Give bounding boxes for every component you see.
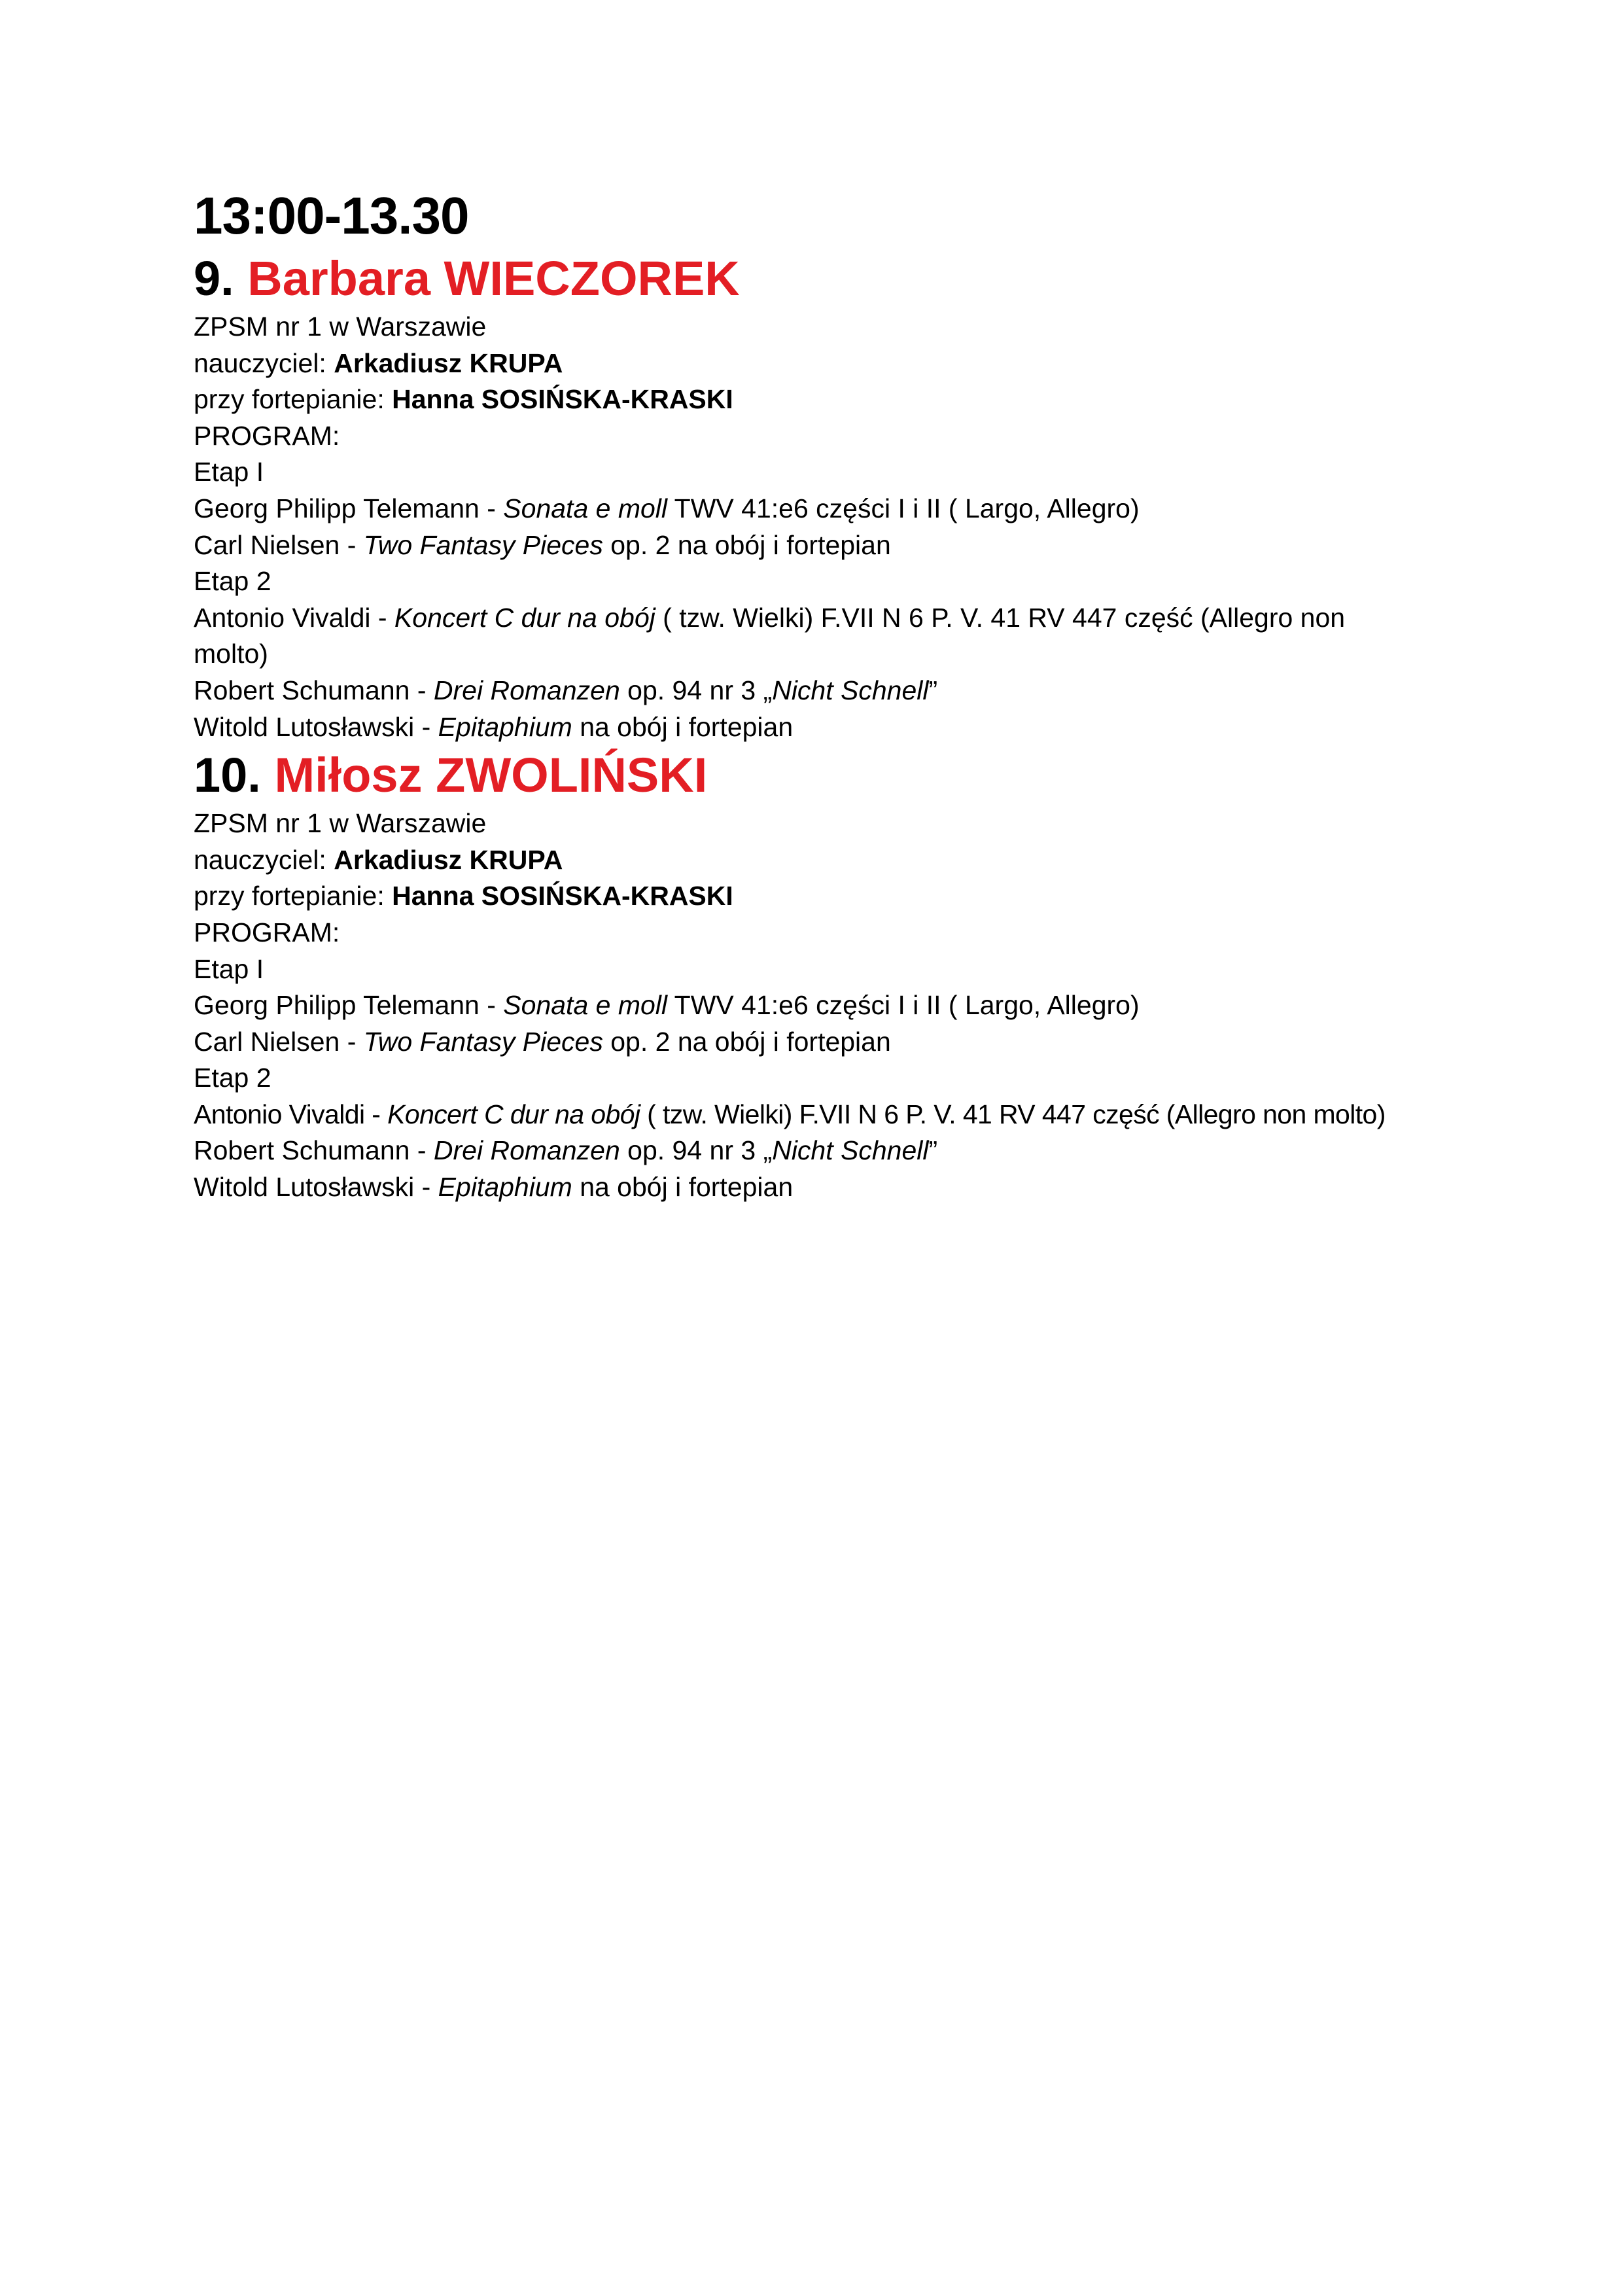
program-item [194, 1024, 1450, 1061]
time-slot-heading: 13:00-13.30 [194, 186, 469, 245]
composer: Antonio Vivaldi - [194, 602, 394, 633]
pianist-label: przy fortepianie: [194, 881, 393, 911]
work-details: op. 2 na obój i fortepian [602, 1026, 891, 1057]
program-item [194, 673, 1450, 709]
pianist-line [194, 381, 1450, 418]
program-item [194, 491, 1450, 527]
composer: Georg Philipp Telemann - [194, 493, 504, 523]
pianist-name: Hanna SOSIŃSKA-KRASKI [392, 384, 733, 415]
program-item [194, 1133, 1450, 1169]
teacher-label: nauczyciel: [194, 844, 334, 875]
composer: Robert Schumann - [194, 1135, 434, 1166]
work-title: Sonata e moll [503, 990, 668, 1021]
work-title: Two Fantasy Pieces [363, 1026, 603, 1057]
teacher-line [194, 345, 1450, 382]
pianist-label: przy fortepianie: [194, 384, 393, 415]
work-details: op. 2 na obój i fortepian [602, 529, 891, 560]
teacher-label: nauczyciel: [194, 347, 334, 378]
work-details: na obój i fortepian [572, 711, 794, 742]
performer-heading [194, 249, 1450, 309]
program-label: PROGRAM: [194, 917, 340, 947]
work-details: TWV 41:e6 części I i II ( Largo, Allegro) [667, 493, 1140, 523]
composer: Carl Nielsen - [194, 529, 364, 560]
program-item [194, 987, 1450, 1024]
stage-1-label: Etap I [194, 953, 264, 984]
program-item [194, 1097, 1450, 1133]
composer: Georg Philipp Telemann - [194, 990, 504, 1021]
program-item [194, 527, 1450, 564]
movement-title: Nicht Schnell [772, 1135, 929, 1166]
performer-entry [194, 249, 1450, 745]
performer-entry [194, 745, 1450, 1206]
work-details: ( tzw. Wielki) F.VII N 6 P. V. 41 RV 447 część (Allegro non molto) [640, 1099, 1386, 1129]
work-details: TWV 41:e6 części I i II ( Largo, Allegro) [667, 990, 1140, 1021]
program-item [194, 709, 1450, 746]
stage-2-label: Etap 2 [194, 1063, 271, 1093]
performer-number: 9. [194, 251, 234, 306]
pianist-name: Hanna SOSIŃSKA-KRASKI [392, 881, 733, 911]
performer-name: Miłosz ZWOLIŃSKI [274, 748, 708, 803]
work-details: ( tzw. Wielki) F.VII N 6 P. V. 41 RV 447 część (Allegro non molto) [194, 602, 1346, 669]
performer-number: 10. [194, 748, 261, 803]
work-title: Epitaphium [438, 711, 572, 742]
school-line: ZPSM nr 1 w Warszawie [194, 808, 487, 839]
composer: Robert Schumann - [194, 675, 434, 705]
work-title: Sonata e moll [503, 493, 668, 523]
performer-heading [194, 745, 1450, 805]
work-details: na obój i fortepian [572, 1172, 794, 1203]
work-title: Drei Romanzen [433, 675, 620, 705]
school-line: ZPSM nr 1 w Warszawie [194, 311, 487, 342]
stage-1-label: Etap I [194, 457, 264, 487]
document-page [194, 183, 1450, 1206]
program-label: PROGRAM: [194, 420, 340, 451]
pianist-line [194, 878, 1450, 915]
program-item [194, 600, 1384, 673]
work-title: Koncert C dur na obój [387, 1099, 640, 1129]
work-title: Epitaphium [438, 1172, 572, 1203]
closing-quote: ” [928, 1135, 938, 1166]
work-details: op. 94 nr 3 „ [620, 675, 773, 705]
program-item [194, 1169, 1450, 1206]
work-title: Two Fantasy Pieces [363, 529, 603, 560]
teacher-line [194, 842, 1450, 879]
performer-name: Barbara WIECZOREK [247, 251, 740, 306]
closing-quote: ” [928, 675, 938, 705]
work-title: Koncert C dur na obój [394, 602, 655, 633]
stage-2-label: Etap 2 [194, 566, 271, 597]
work-details: op. 94 nr 3 „ [620, 1135, 773, 1166]
composer: Witold Lutosławski - [194, 711, 438, 742]
movement-title: Nicht Schnell [772, 675, 929, 705]
composer: Carl Nielsen - [194, 1026, 364, 1057]
composer: Antonio Vivaldi - [194, 1099, 388, 1129]
teacher-name: Arkadiusz KRUPA [334, 347, 563, 378]
composer: Witold Lutosławski - [194, 1172, 438, 1203]
work-title: Drei Romanzen [433, 1135, 620, 1166]
teacher-name: Arkadiusz KRUPA [334, 844, 563, 875]
